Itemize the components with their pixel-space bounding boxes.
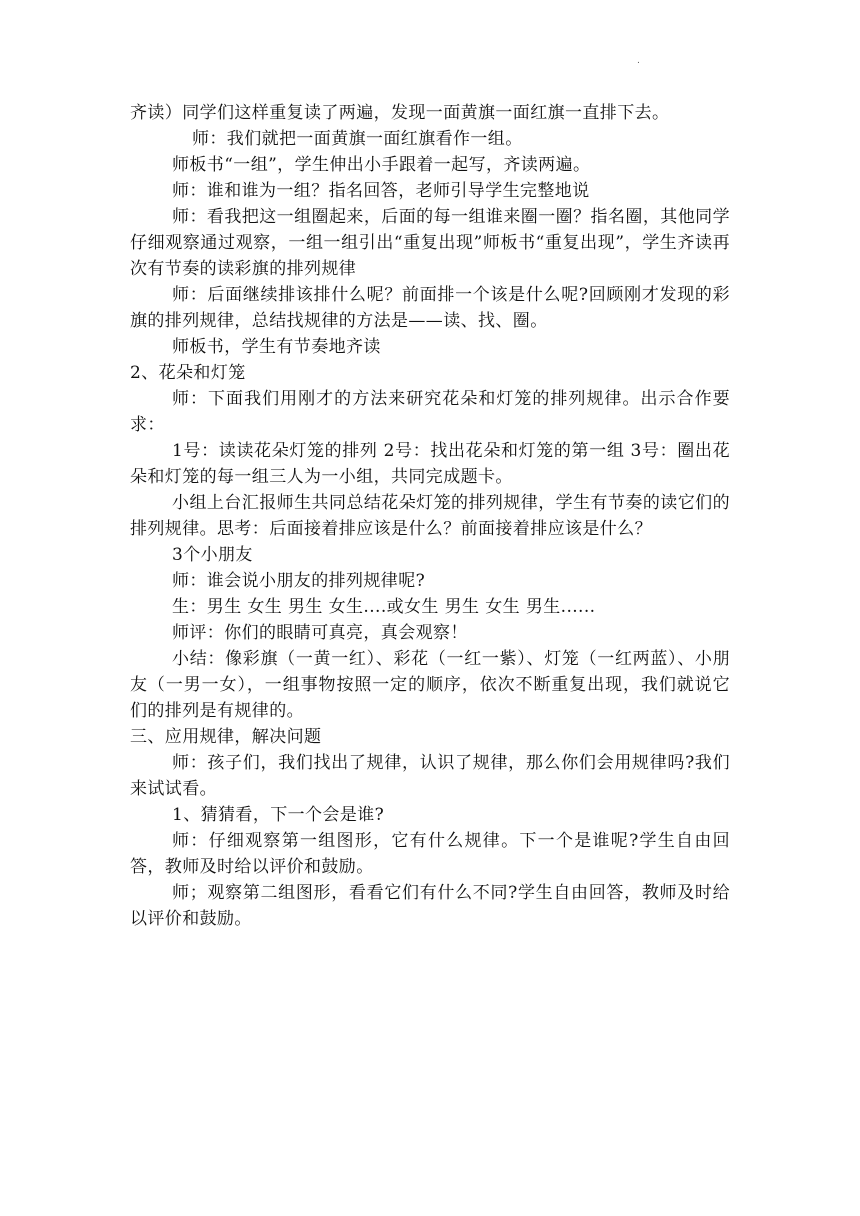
paragraph: 师：谁会说小朋友的排列规律呢? [172, 571, 426, 591]
paragraph: 师板书“一组”，学生伸出小手跟着一起写，齐读两遍。 [172, 155, 591, 175]
paragraph: 师：我们就把一面黄旗一面红旗看作一组。 [192, 129, 523, 149]
paragraph: 生：男生 女生 男生 女生....或女生 男生 女生 男生...... [172, 597, 596, 617]
section-heading: 2、花朵和灯笼 [130, 363, 246, 383]
paragraph: 师评：你们的眼睛可真亮，真会观察！ [172, 623, 468, 643]
paragraph: 师：后面继续排该排什么呢？前面排一个该是什么呢?回顾刚才发现的彩旗的排列规律，总结找规律的方法是——读、找、圈。 [130, 285, 730, 331]
paragraph: 师；观察第二组图形，看看它们有什么不同?学生自由回答，教师及时给以评价和鼓励。 [130, 883, 730, 929]
paragraph: 师：看我把这一组圈起来，后面的每一组谁来圈一圈？指名圈，其他同学仔细观察通过观察，一组一组引出“重复出现”师板书“重复出现”，学生齐读再次有节奏的读彩旗的排列规律 [130, 207, 730, 279]
paragraph: 师板书，学生有节奏地齐读 [172, 337, 381, 357]
paragraph: 齐读）同学们这样重复读了两遍，发现一面黄旗一面红旗一直排下去。 [130, 103, 670, 123]
paragraph: 师：谁和谁为一组？指名回答，老师引导学生完整地说 [172, 181, 590, 201]
subsection-heading: 1、猜猜看，下一个会是谁? [172, 805, 385, 825]
header-dot: . [637, 56, 640, 66]
paragraph: 师：下面我们用刚才的方法来研究花朵和灯笼的排列规律。出示合作要求： [130, 389, 730, 435]
section-heading: 三、应用规律，解决问题 [130, 727, 322, 747]
paragraph: 1号：读读花朵灯笼的排列 2号：找出花朵和灯笼的第一组 3号：圈出花朵和灯笼的每一组三人为一小组，共同完成题卡。 [130, 441, 730, 487]
document-body [130, 100, 730, 932]
subsection-heading: 3个小朋友 [172, 545, 253, 565]
paragraph: 小结：像彩旗（一黄一红）、彩花（一红一紫）、灯笼（一红两蓝）、小朋友（一男一女），一组事物按照一定的顺序，依次不断重复出现，我们就说它们的排列是有规律的。 [130, 649, 730, 721]
paragraph: 师：仔细观察第一组图形，它有什么规律。下一个是谁呢?学生自由回答，教师及时给以评价和鼓励。 [130, 831, 730, 877]
paragraph: 小组上台汇报师生共同总结花朵灯笼的排列规律，学生有节奏的读它们的排列规律。思考：后面接着排应该是什么？前面接着排应该是什么？ [130, 493, 730, 539]
paragraph: 师：孩子们，我们找出了规律，认识了规律，那么你们会用规律吗?我们来试试看。 [130, 753, 730, 799]
